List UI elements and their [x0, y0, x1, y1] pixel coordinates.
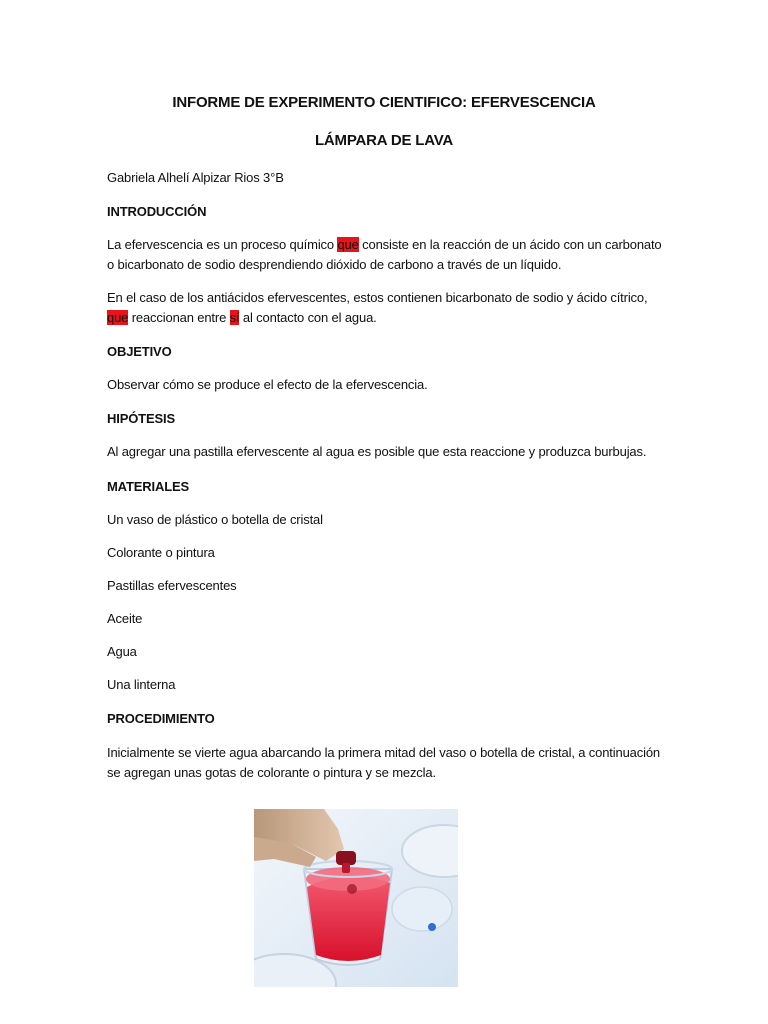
material-item: Colorante o pintura [107, 545, 215, 560]
hypothesis-text: Al agregar una pastilla efervescente al agua es posible que esta reaccione y produzca burbujas. [107, 444, 647, 459]
heading-objetivo: OBJETIVO [107, 344, 172, 359]
material-item: Pastillas efervescentes [107, 578, 237, 593]
material-item: Agua [107, 644, 137, 659]
heading-hipotesis: HIPÓTESIS [107, 411, 175, 426]
text-run: En el caso de los antiácidos efervescentes, estos contienen bicarbonato de sodio y ácido cítrico, [107, 290, 648, 305]
objective-text: Observar cómo se produce el efecto de la efervescencia. [107, 377, 428, 392]
material-item: Un vaso de plástico o botella de cristal [107, 512, 323, 527]
highlighted-word: sí [229, 310, 240, 325]
procedure-paragraph [107, 743, 667, 783]
text-run: consiste en la reacción de un ácido con un carbonato [358, 237, 662, 252]
material-item: Una linterna [107, 677, 176, 692]
highlighted-word: que [107, 310, 129, 325]
intro-paragraph-2 [107, 288, 667, 328]
text-run: o bicarbonato de sodio desprendiendo dióxido de carbono a través de un líquido. [107, 257, 562, 272]
text-run: al contacto con el agua. [239, 310, 377, 325]
text-run: La efervescencia es un proceso químico [107, 237, 338, 252]
text-run: se agregan unas gotas de colorante o pintura y se mezcla. [107, 765, 436, 780]
heading-materiales: MATERIALES [107, 479, 190, 494]
intro-paragraph-1 [107, 235, 667, 275]
text-run: reaccionan entre [128, 310, 230, 325]
photo-illustration [254, 809, 458, 987]
document-title: INFORME DE EXPERIMENTO CIENTIFICO: EFERVESCENCIA [172, 94, 596, 111]
highlighted-word: que [337, 237, 359, 252]
author-line: Gabriela Alhelí Alpizar Rios 3°B [107, 170, 284, 185]
material-item: Aceite [107, 611, 143, 626]
document-subtitle: LÁMPARA DE LAVA [314, 132, 454, 149]
experiment-photo [254, 809, 458, 987]
text-run: Inicialmente se vierte agua abarcando la primera mitad del vaso o botella de cristal, a continuación [107, 745, 660, 760]
heading-procedimiento: PROCEDIMIENTO [107, 711, 215, 726]
heading-introduccion: INTRODUCCIÓN [107, 204, 207, 219]
